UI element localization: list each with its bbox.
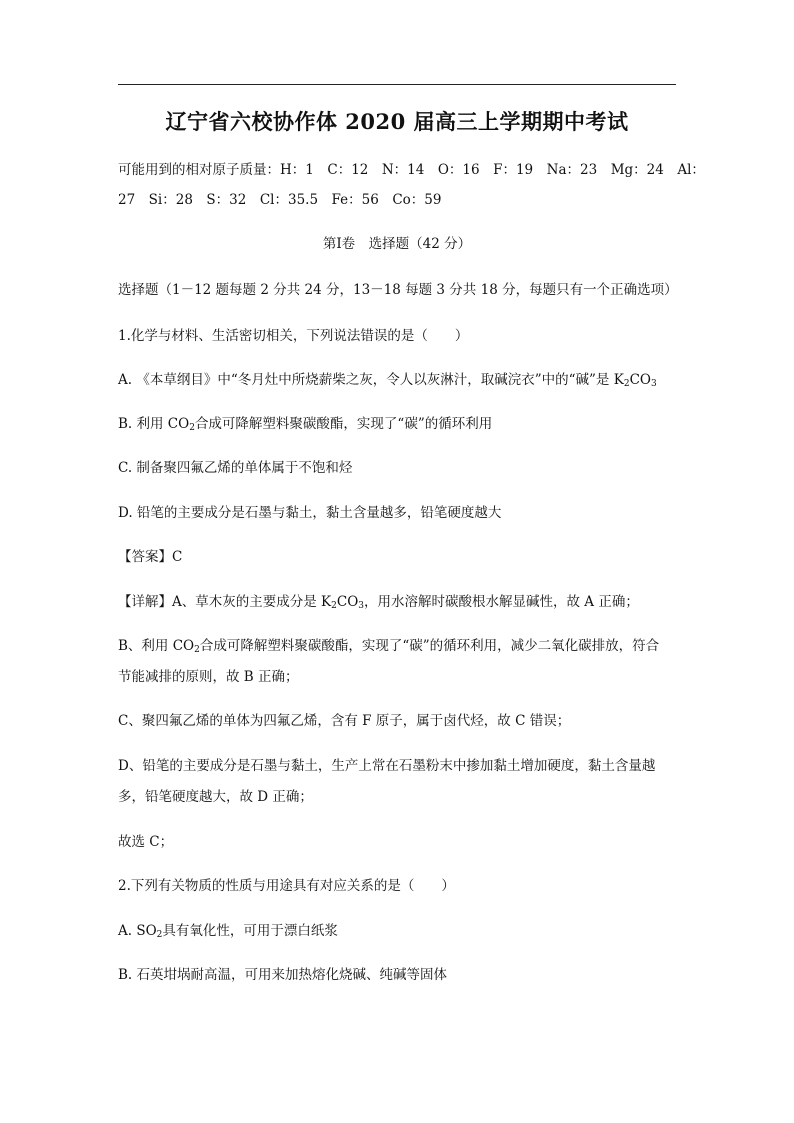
- page-title: 辽宁省六校协作体 2020 届高三上学期期中考试: [165, 109, 629, 134]
- question-1-detail-c: C、聚四氟乙烯的单体为四氟乙烯，含有 F 原子，属于卤代烃，故 C 错误；: [118, 713, 571, 729]
- atomic-mass-line-1: 可能用到的相对原子质量：H：1 C：12 N：14 O：16 F：19 Na：23 Mg：24 Al：: [118, 162, 705, 178]
- question-1-option-a: [118, 371, 678, 393]
- question-1-detail-b: [118, 637, 678, 659]
- option-b-post: 合成可降解塑料聚碳酸酯，实现了“碳”的循环利用: [194, 416, 493, 432]
- option-a-sub-1: 2: [623, 379, 630, 389]
- header-rule: [118, 84, 676, 85]
- option-a-text: A. 《本草纲目》中“冬月灶中所烧薪柴之灰，令人以灰淋汁，取碱浣衣”中的“碱”是 K: [118, 372, 624, 388]
- detail-a-mid: CO: [336, 594, 359, 610]
- question-1-conclusion: 故选 C；: [118, 834, 174, 850]
- option-b-sub: 2: [189, 423, 195, 433]
- instructions: 选择题（1－12 题每题 2 分共 24 分，13－18 每题 3 分共 18 分，每题只有一个正确选项）: [118, 282, 678, 298]
- detail-a-post: ，用水溶解时碳酸根水解显碱性，故 A 正确；: [364, 594, 639, 610]
- detail-a-sub-1: 2: [331, 601, 337, 611]
- detail-b-sub: 2: [194, 645, 200, 655]
- q2-option-a-post: 具有氧化性，可用于漂白纸浆: [162, 923, 338, 939]
- question-1-detail-d-line-1: D、铅笔的主要成分是石墨与黏土，生产上常在石墨粉末中掺加黏土增加硬度，黏土含量越: [118, 758, 656, 774]
- question-2-stem: 2.下列有关物质的性质与用途具有对应关系的是（ ）: [118, 878, 455, 894]
- question-2-option-b: B. 石英坩埚耐高温，可用来加热熔化烧碱、纯碱等固体: [118, 967, 448, 983]
- option-b-pre: B. 利用 CO: [118, 416, 190, 432]
- q2-option-a-pre: A. SO: [118, 923, 157, 939]
- question-1-option-d: D. 铅笔的主要成分是石墨与黏土，黏土含量越多，铅笔硬度越大: [118, 505, 502, 521]
- question-2-option-a: [118, 922, 678, 944]
- question-1-detail-b-line-2: 节能减排的原则，故 B 正确；: [118, 669, 299, 685]
- detail-b-pre: B、利用 CO: [118, 638, 195, 654]
- question-1-detail-d-line-2: 多，铅笔硬度越大，故 D 正确；: [118, 789, 313, 805]
- detail-a-pre: 【详解】A、草木灰的主要成分是 K: [118, 594, 332, 610]
- option-a-sub-2: 3: [650, 379, 657, 389]
- q2-option-a-sub: 2: [156, 930, 163, 940]
- section-title: 第Ⅰ卷 选择题（42 分）: [322, 236, 472, 252]
- question-1-option-c: C. 制备聚四氟乙烯的单体属于不饱和烃: [118, 460, 353, 476]
- option-a-mid: CO: [629, 372, 651, 388]
- detail-b-post: 合成可降解塑料聚碳酸酯，实现了“碳”的循环利用，减少二氧化碳排放，符合: [199, 638, 660, 654]
- atomic-mass-line-2: 27 Si：28 S：32 Cl：35.5 Fe：56 Co：59: [118, 192, 442, 208]
- question-1-option-b: [118, 415, 678, 437]
- question-1-detail-a: [118, 593, 678, 615]
- question-1-answer: 【答案】C: [118, 549, 183, 565]
- question-1-stem: 1.化学与材料、生活密切相关，下列说法错误的是（ ）: [118, 328, 469, 344]
- detail-a-sub-2: 3: [358, 601, 365, 611]
